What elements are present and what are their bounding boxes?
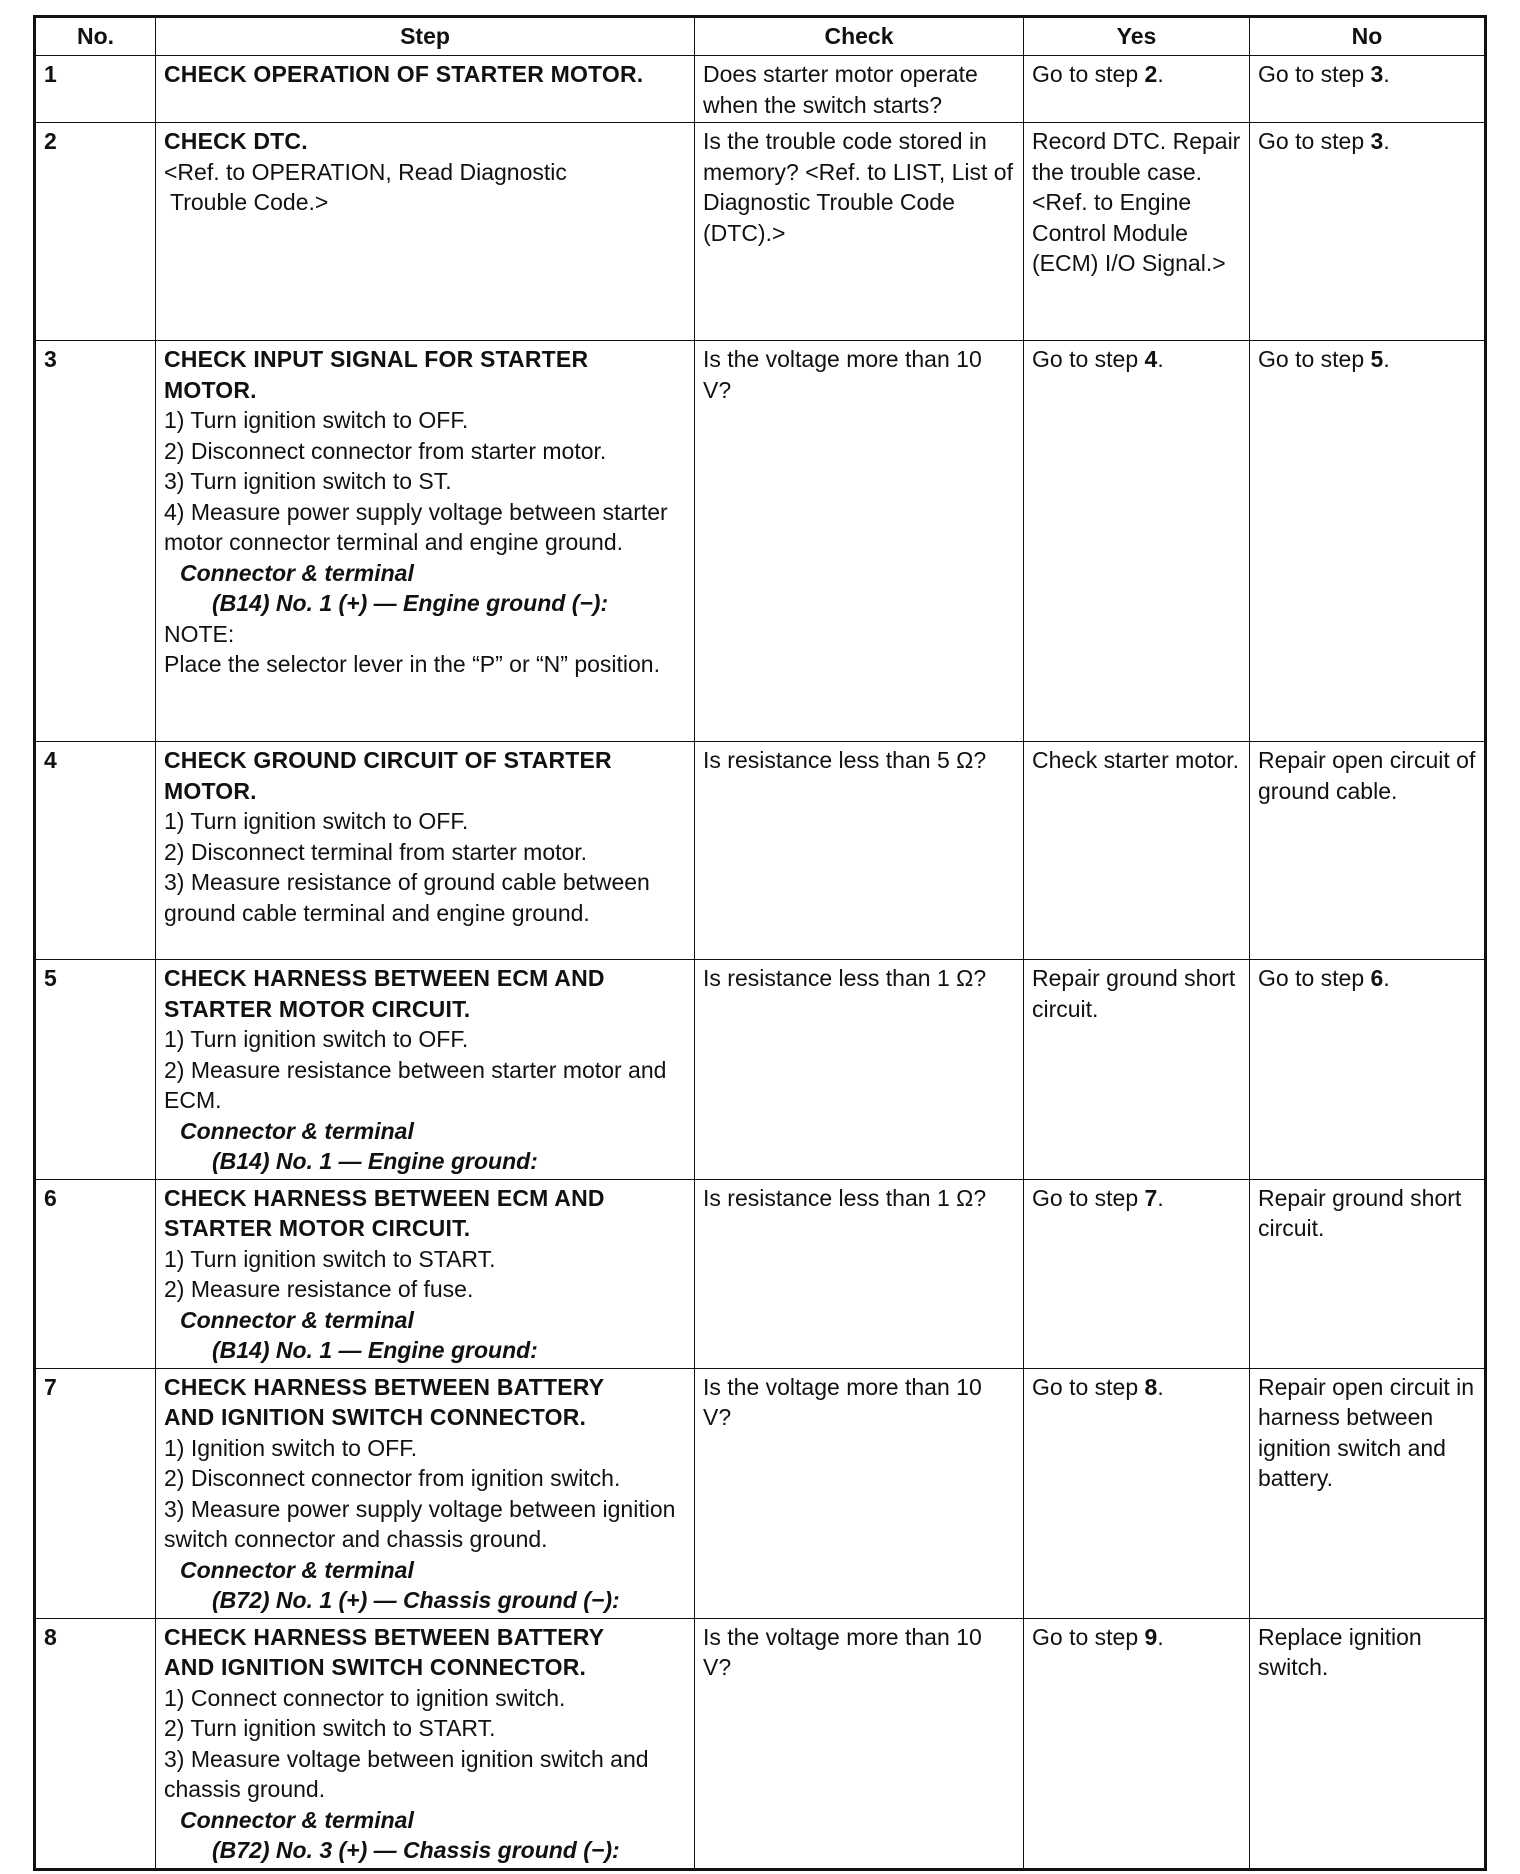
step-number: 4	[35, 742, 156, 960]
step-title: AND IGNITION SWITCH CONNECTOR.	[164, 1654, 587, 1680]
step-number: 1	[35, 56, 156, 123]
step-title: CHECK HARNESS BETWEEN ECM AND	[164, 965, 605, 991]
step-cell	[156, 960, 695, 1180]
step-instruction: 2) Disconnect terminal from starter motor.	[164, 838, 588, 865]
step-instruction: 2) Measure resistance of fuse.	[164, 1276, 474, 1302]
connector-terminal-heading: Connector & terminal	[180, 559, 414, 586]
step-instruction: 1) Turn ignition switch to OFF.	[164, 808, 469, 834]
step-number: 7	[35, 1368, 156, 1618]
yes-text: Go to step	[1032, 1373, 1145, 1400]
step-instruction: 4) Measure power supply voltage between starter motor connector terminal and engine ground.	[164, 498, 668, 555]
table-row	[35, 742, 1486, 960]
no-text: Go to step	[1258, 346, 1371, 372]
yes-tail: .	[1157, 346, 1164, 372]
step-title: MOTOR.	[164, 376, 257, 403]
step-title: CHECK INPUT SIGNAL FOR STARTER	[164, 346, 589, 372]
step-title: MOTOR.	[164, 777, 257, 804]
connector-terminal-value: (B14) No. 1 — Engine ground:	[212, 1337, 538, 1363]
step-title: CHECK HARNESS BETWEEN ECM AND	[164, 1184, 605, 1211]
step-cell	[156, 1368, 695, 1618]
step-number: 6	[35, 1179, 156, 1368]
step-instruction: Trouble Code.>	[170, 189, 329, 215]
diagnostic-procedure-sheet	[33, 15, 1484, 1871]
step-instruction: 2) Disconnect connector from starter motor.	[164, 437, 607, 464]
step-instruction: 2) Disconnect connector from ignition switch.	[164, 1465, 621, 1491]
table-row	[35, 960, 1486, 1180]
check-cell: Is resistance less than 5 Ω?	[695, 742, 1024, 960]
column-header-yes: Yes	[1024, 17, 1250, 56]
yes-cell	[1024, 1179, 1250, 1368]
no-step-ref: 3	[1370, 128, 1384, 154]
step-number: 5	[35, 960, 156, 1180]
yes-cell	[1024, 56, 1250, 123]
step-instruction: 1) Connect connector to ignition switch.	[164, 1684, 566, 1711]
column-header-no-result: No	[1250, 17, 1486, 56]
step-title: CHECK DTC.	[164, 128, 308, 154]
no-text: Go to step	[1258, 61, 1371, 87]
check-cell: Is the voltage more than 10 V?	[695, 1368, 1024, 1618]
step-instruction: 1) Turn ignition switch to OFF.	[164, 407, 469, 433]
check-cell: Does starter motor operate when the switch starts?	[695, 56, 1024, 123]
step-cell	[156, 742, 695, 960]
yes-step-ref: 2	[1144, 61, 1158, 87]
table-row	[35, 1179, 1486, 1368]
no-cell	[1250, 341, 1486, 742]
yes-tail: .	[1157, 1373, 1164, 1400]
table-row	[35, 1618, 1486, 1869]
note-label: NOTE:	[164, 620, 235, 647]
yes-cell: Record DTC. Repair the trouble case. <Ref. to Engine Control Module (ECM) I/O Signal.>	[1024, 123, 1250, 341]
yes-text: Go to step	[1032, 1184, 1145, 1211]
step-title: CHECK GROUND CIRCUIT OF STARTER	[164, 747, 612, 773]
no-cell: Repair ground short circuit.	[1250, 1179, 1486, 1368]
connector-terminal-heading: Connector & terminal	[180, 1117, 414, 1144]
yes-step-ref: 8	[1144, 1373, 1158, 1400]
connector-terminal-value: (B14) No. 1 — Engine ground:	[212, 1148, 538, 1174]
check-cell: Is resistance less than 1 Ω?	[695, 1179, 1024, 1368]
check-cell: Is resistance less than 1 Ω?	[695, 960, 1024, 1180]
yes-step-ref: 7	[1144, 1184, 1158, 1211]
connector-terminal-value: (B72) No. 3 (+) — Chassis ground (−):	[212, 1837, 620, 1863]
table-row	[35, 123, 1486, 341]
table-row	[35, 1368, 1486, 1618]
no-text: Go to step	[1258, 128, 1371, 154]
step-instruction: 3) Measure power supply voltage between ignition switch connector and chassis ground.	[164, 1495, 676, 1552]
column-header-check: Check	[695, 17, 1024, 56]
yes-cell	[1024, 1368, 1250, 1618]
note-text: Place the selector lever in the “P” or “N” position.	[164, 651, 660, 677]
step-title: CHECK HARNESS BETWEEN BATTERY	[164, 1623, 605, 1650]
no-tail: .	[1383, 128, 1390, 154]
yes-tail: .	[1157, 61, 1164, 87]
step-instruction: 3) Measure voltage between ignition switch and chassis ground.	[164, 1745, 649, 1802]
no-text: Go to step	[1258, 965, 1371, 991]
step-instruction: 1) Ignition switch to OFF.	[164, 1434, 418, 1461]
connector-terminal-heading: Connector & terminal	[180, 1806, 414, 1833]
yes-step-ref: 4	[1144, 346, 1158, 372]
table-header-row	[35, 17, 1486, 56]
check-cell: Is the voltage more than 10 V?	[695, 1618, 1024, 1869]
yes-cell	[1024, 341, 1250, 742]
connector-terminal-value: (B72) No. 1 (+) — Chassis ground (−):	[212, 1587, 620, 1613]
step-title: STARTER MOTOR CIRCUIT.	[164, 1215, 471, 1241]
step-cell	[156, 341, 695, 742]
step-cell	[156, 1618, 695, 1869]
step-instruction: 1) Turn ignition switch to START.	[164, 1245, 496, 1272]
check-cell: Is the voltage more than 10 V?	[695, 341, 1024, 742]
no-tail: .	[1383, 346, 1390, 372]
no-cell	[1250, 960, 1486, 1180]
no-step-ref: 6	[1370, 965, 1384, 991]
step-title: CHECK OPERATION OF STARTER MOTOR.	[164, 61, 644, 87]
no-cell: Repair open circuit of ground cable.	[1250, 742, 1486, 960]
yes-cell: Repair ground short circuit.	[1024, 960, 1250, 1180]
diagnostic-table	[33, 15, 1487, 1871]
connector-terminal-value: (B14) No. 1 (+) — Engine ground (−):	[212, 590, 609, 616]
yes-text: Go to step	[1032, 61, 1145, 87]
step-cell	[156, 56, 695, 123]
step-title: STARTER MOTOR CIRCUIT.	[164, 995, 471, 1022]
yes-cell	[1024, 1618, 1250, 1869]
yes-cell: Check starter motor.	[1024, 742, 1250, 960]
step-number: 3	[35, 341, 156, 742]
yes-tail: .	[1157, 1184, 1164, 1211]
step-instruction: <Ref. to OPERATION, Read Diagnostic	[164, 158, 567, 185]
step-instruction: 3) Turn ignition switch to ST.	[164, 468, 452, 494]
yes-text: Go to step	[1032, 346, 1145, 372]
step-instruction: 2) Measure resistance between starter motor and ECM.	[164, 1056, 667, 1113]
column-header-step: Step	[156, 17, 695, 56]
yes-step-ref: 9	[1144, 1623, 1158, 1650]
step-instruction: 3) Measure resistance of ground cable between ground cable terminal and engine ground.	[164, 869, 650, 926]
no-cell: Replace ignition switch.	[1250, 1618, 1486, 1869]
step-number: 2	[35, 123, 156, 341]
no-cell: Repair open circuit in harness between ignition switch and battery.	[1250, 1368, 1486, 1618]
yes-text: Go to step	[1032, 1623, 1145, 1650]
no-step-ref: 3	[1370, 61, 1384, 87]
column-header-no: No.	[35, 17, 156, 56]
step-title: AND IGNITION SWITCH CONNECTOR.	[164, 1404, 587, 1430]
connector-terminal-heading: Connector & terminal	[180, 1556, 414, 1583]
no-tail: .	[1383, 965, 1390, 991]
no-cell	[1250, 123, 1486, 341]
no-cell	[1250, 56, 1486, 123]
no-step-ref: 5	[1370, 346, 1384, 372]
yes-tail: .	[1157, 1623, 1164, 1650]
check-cell: Is the trouble code stored in memory? <Ref. to LIST, List of Diagnostic Trouble Code (DTC).>	[695, 123, 1024, 341]
step-cell	[156, 123, 695, 341]
step-cell	[156, 1179, 695, 1368]
step-title: CHECK HARNESS BETWEEN BATTERY	[164, 1373, 605, 1400]
step-instruction: 1) Turn ignition switch to OFF.	[164, 1026, 469, 1052]
step-number: 8	[35, 1618, 156, 1869]
table-row	[35, 341, 1486, 742]
connector-terminal-heading: Connector & terminal	[180, 1306, 414, 1333]
table-row	[35, 56, 1486, 123]
step-instruction: 2) Turn ignition switch to START.	[164, 1715, 496, 1741]
no-tail: .	[1383, 61, 1390, 87]
